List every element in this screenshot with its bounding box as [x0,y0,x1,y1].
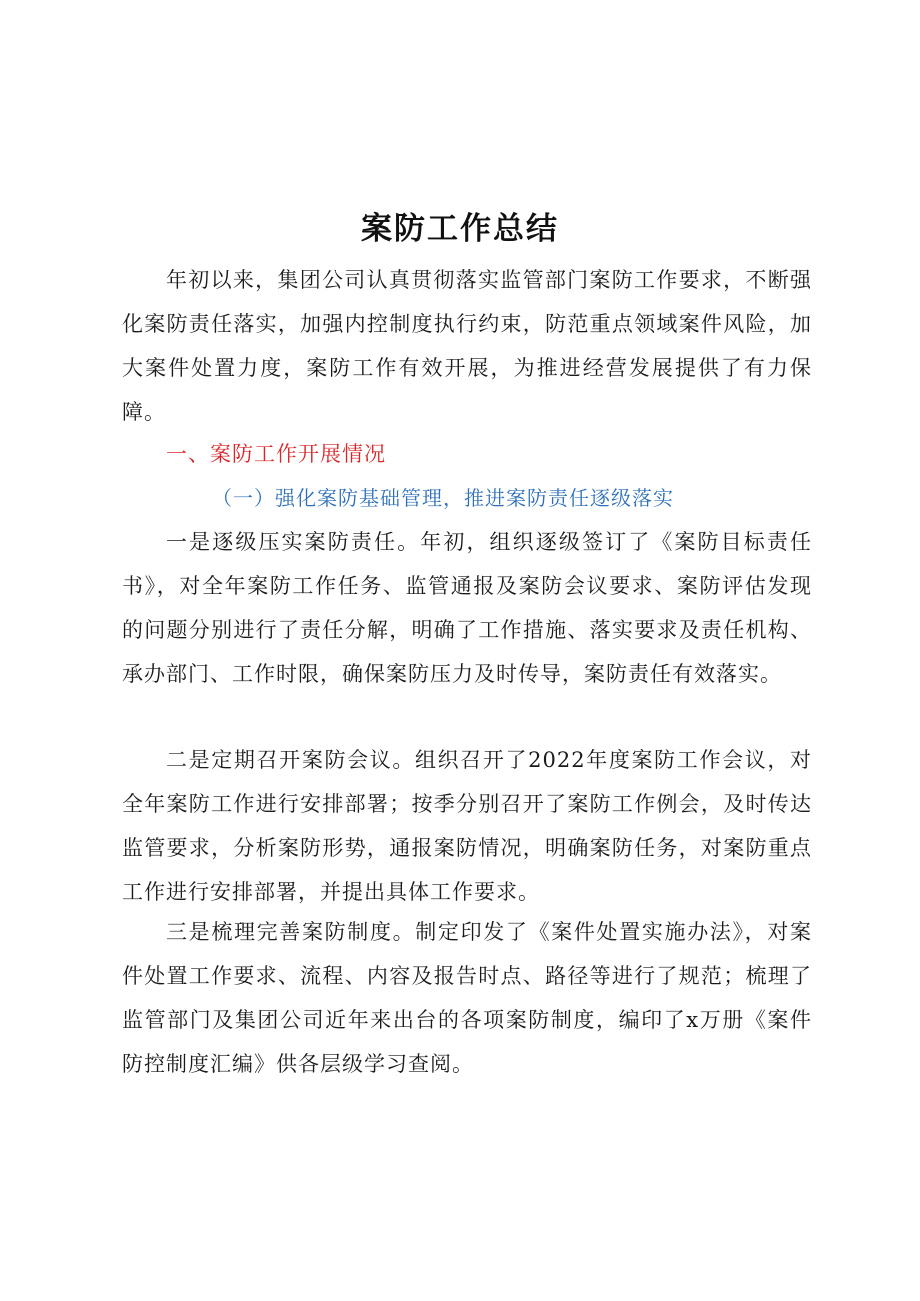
subsection-heading: （一）强化案防基础管理，推进案防责任逐级落实 [212,486,674,510]
intro-paragraph: 年初以来，集团公司认真贯彻落实监管部门案防工作要求，不断强化案防责任落实，加强内控制度执行约束，防范重点领域案件风险，加大案件处置力度，案防工作有效开展，为推进经营发展提供了有力保障。 [122,268,812,424]
document-title: 案防工作总结 [361,210,559,247]
body-paragraph-3: 三是梳理完善案防制度。制定印发了《案件处置实施办法》，对案件处置工作要求、流程、内容及报告时点、路径等进行了规范；梳理了监管部门及集团公司近年来出台的各项案防制度，编印了x万册《案件防控制度汇编》供各层级学习查阅。 [122,920,812,1076]
section-heading: 一、案防工作开展情况 [166,442,386,466]
body-paragraph-1: 一是逐级压实案防责任。年初，组织逐级签订了《案防目标责任书》，对全年案防工作任务、监管通报及案防会议要求、案防评估发现的问题分别进行了责任分解，明确了工作措施、落实要求及责任机构、承办部门、工作时限，确保案防压力及时传导，案防责任有效落实。 [122,530,812,686]
body-paragraph-2: 二是定期召开案防会议。组织召开了2022年度案防工作会议，对全年案防工作进行安排部署；按季分别召开了案防工作例会，及时传达监管要求，分析案防形势，通报案防情况，明确案防任务，对案防重点工作进行安排部署，并提出具体工作要求。 [122,748,812,904]
